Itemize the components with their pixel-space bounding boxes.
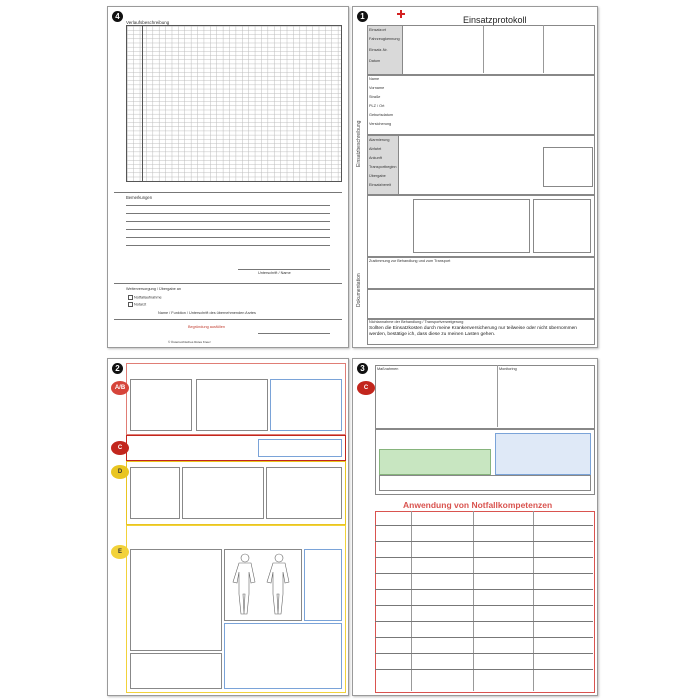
field-label: Datum <box>369 59 381 63</box>
red-note: Begründung ausfüllen <box>188 325 225 329</box>
notes-title: Bemerkungen <box>126 195 153 200</box>
note-line <box>126 213 330 214</box>
field-label: Geburtsdatum <box>369 113 394 117</box>
divider <box>543 25 544 73</box>
measures-block <box>375 365 595 429</box>
table-row-line <box>375 605 593 606</box>
blue-diagnosis-box <box>495 433 591 475</box>
page-number-badge: 3 <box>357 363 368 374</box>
section-e-marker: E <box>111 545 129 559</box>
competence-block <box>375 511 595 693</box>
injury-legend <box>304 549 342 621</box>
signature-line <box>258 333 330 334</box>
handover-option[interactable]: Notfallaufnahme <box>128 295 162 300</box>
circulation-options <box>258 439 342 457</box>
refusal-block <box>367 289 595 319</box>
note-line <box>126 221 330 222</box>
monitoring-title: Monitoring <box>499 367 517 371</box>
time-label: Transportbeginn <box>369 165 397 169</box>
page-number-badge: 4 <box>112 11 123 22</box>
divider <box>114 192 342 193</box>
chart-title: Verlaufsbeschreibung <box>126 20 170 25</box>
ventilation-box <box>270 379 342 431</box>
table-row-line <box>375 669 593 670</box>
field-label: PLZ / Ort <box>369 104 385 108</box>
table-row-line <box>375 589 593 590</box>
page-number-badge: 2 <box>112 363 123 374</box>
field-label: Versicherung <box>369 122 392 126</box>
table-row-line <box>375 525 593 526</box>
measures-title: Maßnahmen <box>377 367 399 371</box>
note-line <box>126 237 330 238</box>
gcs-table <box>182 467 264 519</box>
page-title: Einsatzprotokoll <box>463 15 527 25</box>
field-label: Einsatzort <box>369 28 386 32</box>
section-c-marker: C <box>357 381 375 395</box>
refusal-text: Sollten die Einsatzkosten durch meine Krankenversicherung nur teilweise oder nicht übernommen werden, bestätige ich, dass diese zu meinen Lasten gehen. <box>369 326 577 337</box>
page-number-badge: 1 <box>357 11 368 22</box>
side-label-description: Einsatzbeschreibung <box>356 120 362 167</box>
vital-values-table <box>130 653 222 689</box>
airway-checklist <box>130 379 192 431</box>
section-ab-marker: A/B <box>111 381 129 395</box>
table-row-line <box>375 557 593 558</box>
handover-option[interactable]: Notarzt <box>128 302 146 307</box>
field-label: Straße <box>369 95 381 99</box>
divider <box>114 319 342 320</box>
patient-data-block <box>367 75 595 135</box>
consent-title: Zustimmung zur Behandlung und zum Transport <box>369 259 451 263</box>
signature-line <box>238 269 330 270</box>
handover-name: Name / Funktion / Unterschrift des übernehmenden Arztes <box>158 311 256 315</box>
protocol-page-3 <box>352 358 598 696</box>
note-line <box>126 245 330 246</box>
refusal-title: Nichtannahme der Behandlung / Transportverweigerung <box>369 320 464 324</box>
divider <box>411 511 412 691</box>
time-label: Alarmierung <box>369 138 390 142</box>
breathing-checklist <box>196 379 268 431</box>
table-row-line <box>375 621 593 622</box>
transport-destination-box <box>543 147 593 187</box>
field-label: Vorname <box>369 86 385 90</box>
handover-title: Weiterversorgung / Übergabe an <box>126 287 182 291</box>
side-label-documentation: Dokumentation <box>356 273 362 307</box>
table-row-line <box>375 637 593 638</box>
body-diagram <box>224 549 302 621</box>
table-row-line <box>375 573 593 574</box>
page-footer: © Österreichisches Rotes Kreuz <box>168 340 211 344</box>
field-label: Fahrzeugkennung <box>369 37 400 41</box>
priority-box <box>533 199 591 253</box>
divider <box>483 25 484 73</box>
findings-checklist <box>413 199 530 253</box>
competence-title: Anwendung von Notfallkompetenzen <box>403 500 553 510</box>
pupil-table <box>266 467 342 519</box>
time-label: Abfahrt <box>369 147 382 151</box>
note-line <box>126 229 330 230</box>
vital-signs-grid <box>126 25 342 182</box>
protocol-page-2 <box>107 358 349 696</box>
field-label: Name <box>369 77 380 81</box>
time-label: Übergabe <box>369 174 386 178</box>
protocol-page-1 <box>352 6 598 348</box>
disability-checklist <box>130 467 180 519</box>
divider <box>114 283 342 284</box>
table-row-line <box>375 541 593 542</box>
note-line <box>126 205 330 206</box>
section-c-marker: C <box>111 441 129 455</box>
section-d-marker: D <box>111 465 129 479</box>
divider <box>533 511 534 691</box>
divider <box>473 511 474 691</box>
divider <box>497 365 498 427</box>
measures-table <box>224 623 342 689</box>
protocol-page-4 <box>107 6 349 348</box>
field-label: Einsatz-Nr. <box>369 48 388 52</box>
handover-row <box>379 475 591 491</box>
table-row-line <box>375 653 593 654</box>
time-label: Einsatzbereit <box>369 183 391 187</box>
exposure-findings <box>130 549 222 651</box>
green-findings-box <box>379 449 491 475</box>
signature-label: Unterschrift / Name <box>258 271 291 275</box>
body-outline-icon <box>225 550 301 620</box>
time-label: Ankunft <box>369 156 382 160</box>
red-cross-logo <box>397 10 405 18</box>
